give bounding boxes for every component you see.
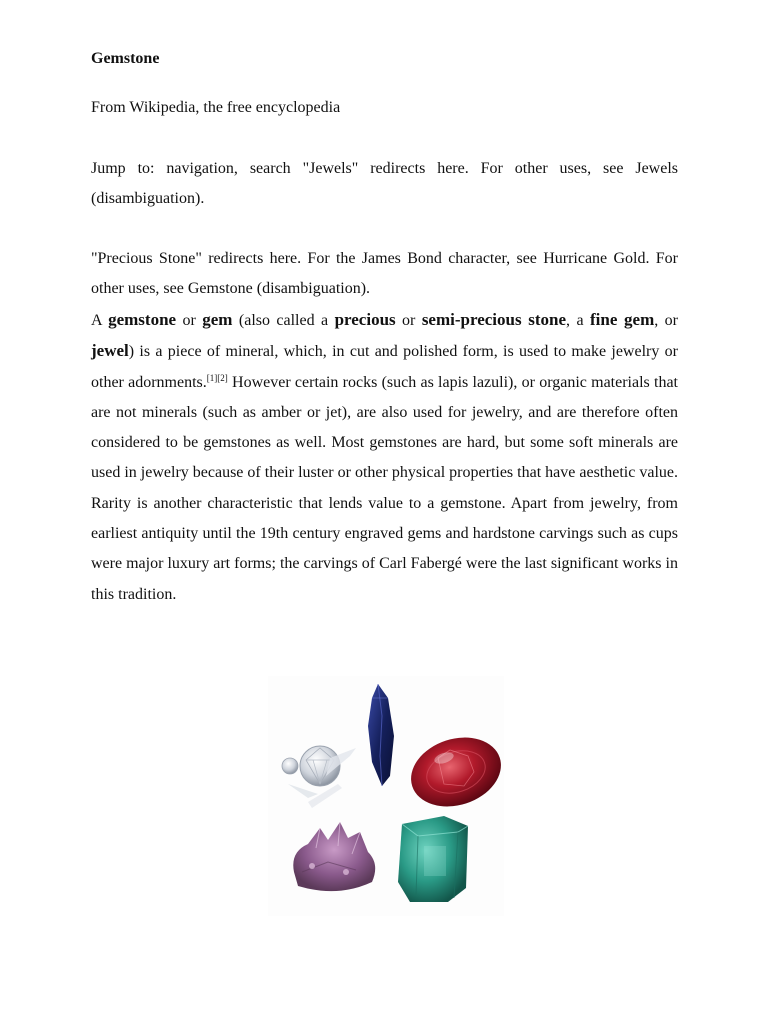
intro-text: or [176, 312, 203, 329]
intro-text: ) is a piece of mineral, which, in cut and polished form, is used to make jewelry or other adornments. [91, 343, 678, 391]
term-precious: precious [334, 310, 396, 329]
intro-text: A [91, 312, 109, 329]
gemstones-illustration [268, 676, 504, 916]
term-gemstone: gemstone [108, 310, 177, 329]
ruby-gem [402, 726, 504, 817]
intro-text: (also called a [232, 312, 335, 329]
intro-text: or [395, 312, 422, 329]
amethyst-gem [293, 822, 375, 891]
intro-text: , or [654, 312, 679, 329]
sapphire-gem [368, 684, 394, 786]
intro-paragraph [91, 305, 678, 610]
precious-redirect-note: "Precious Stone" redirects here. For the James Bond character, see Hurricane Gold. For other uses, see Gemstone (disambiguation). [91, 250, 678, 298]
reference-link[interactable]: [1][2] [206, 372, 228, 383]
term-gem: gem [202, 310, 233, 329]
source-line: From Wikipedia, the free encyclopedia [91, 99, 341, 116]
term-jewel: jewel [91, 341, 129, 361]
term-semi-precious-stone: semi-precious stone [421, 310, 567, 329]
emerald-gem [398, 816, 468, 902]
intro-text: , a [566, 312, 590, 329]
article-title: Gemstone [91, 50, 160, 67]
diamond-gem [282, 746, 356, 808]
term-fine-gem: fine gem [590, 310, 655, 329]
intro-text: However certain rocks (such as lapis lazuli), or organic materials that are not minerals (such as amber or jet), are also used for jewelry, and are therefore often considered to be gemstones as well. Most gemstones are hard, but some soft minerals are used in jewelry because of their luster or other physical properties that have aesthetic value. Rarity is another characteristic that lends value to a gemstone. Apart from jewelry, from earliest antiquity until the 19th century engraved gems and hardstone carvings such as cups were major luxury art forms; the carvings of Carl Fabergé were the last significant works in this tradition. [91, 373, 678, 603]
gemstones-image [268, 676, 504, 916]
jump-redirect-note: Jump to: navigation, search "Jewels" redirects here. For other uses, see Jewels (disambiguation). [91, 160, 678, 208]
